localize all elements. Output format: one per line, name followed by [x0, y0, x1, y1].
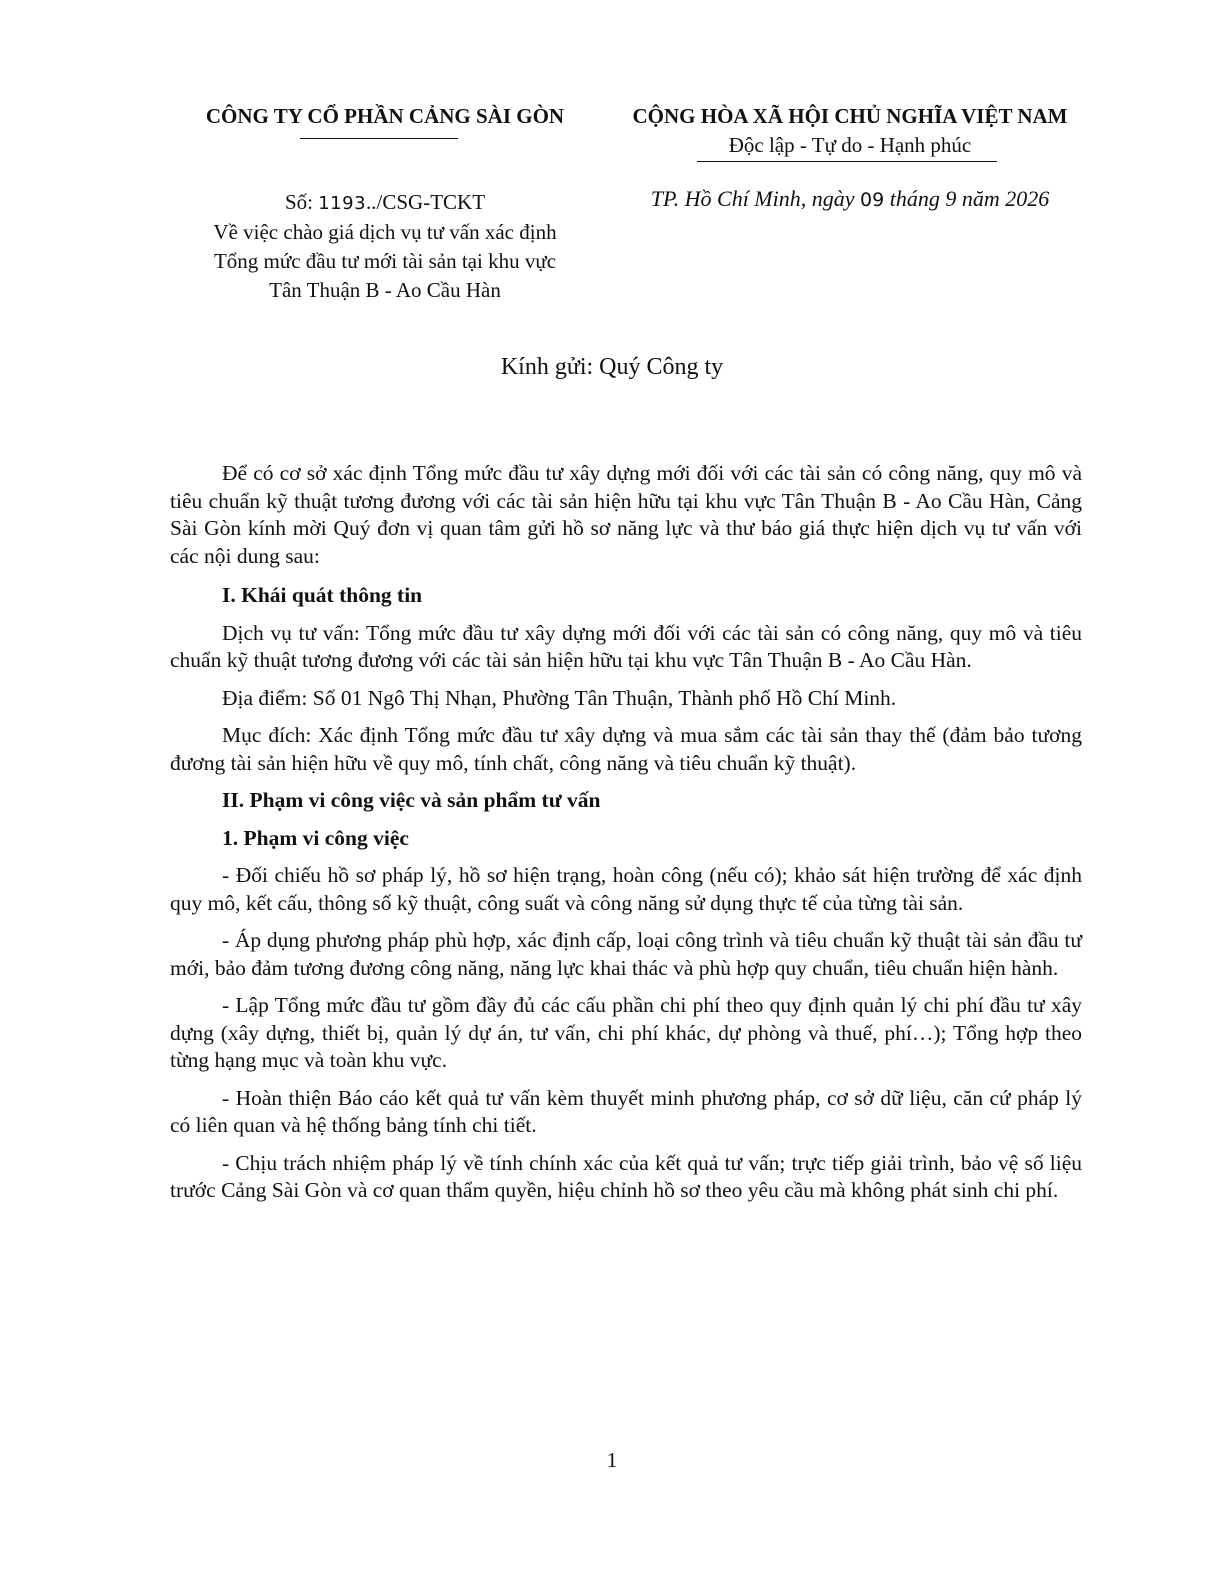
subject-line-2: Tổng mức đầu tư mới tài sản tại khu vực	[213, 249, 557, 273]
header-left	[170, 104, 600, 129]
date-day: 09	[860, 189, 885, 211]
company-name: CÔNG TY CỔ PHẦN CẢNG SÀI GÒN	[205, 104, 565, 128]
service-paragraph: Dịch vụ tư vấn: Tổng mức đầu tư xây dựng mới đối với các tài sản có công năng, quy mô và tiêu chuẩn kỹ thuật tương đương với các tài sản hiện hữu tại khu vực Tân Thuận B - Ao Cầu Hàn.	[170, 620, 1082, 672]
purpose-paragraph: Mục đích: Xác định Tổng mức đầu tư xây dựng và mua sắm các tài sản thay thế (đảm bảo tương đương tài sản hiện hữu về quy mô, tính chất, công năng và tiêu chuẩn kỹ thuật).	[170, 723, 1082, 775]
company-underline	[300, 138, 458, 139]
subject-line-3: Tân Thuận B - Ao Cầu Hàn	[269, 278, 501, 302]
scope-item: - Hoàn thiện Báo cáo kết quả tư vấn kèm thuyết minh phương pháp, cơ sở dữ liệu, căn cứ pháp lý có liên quan và hệ thống bảng tính chi tiết.	[170, 1085, 1082, 1137]
republic-title: CỘNG HÒA XÃ HỘI CHỦ NGHĨA VIỆT NAM	[632, 104, 1068, 128]
header-right	[600, 104, 1100, 158]
document-number	[170, 188, 600, 218]
number-prefix: Số:	[284, 190, 319, 214]
subsection-1-heading: 1. Phạm vi công việc	[222, 825, 409, 850]
body-text	[170, 460, 1082, 1215]
page-number: 1	[606, 1448, 618, 1472]
number-suffix: ../CSG-TCKT	[366, 190, 486, 214]
number-handwritten: 1193	[318, 193, 367, 214]
date-suffix: tháng 9 năm 2026	[884, 186, 1050, 211]
section-1-heading: I. Khái quát thông tin	[222, 583, 423, 607]
location-paragraph: Địa điểm: Số 01 Ngô Thị Nhạn, Phường Tân Thuận, Thành phố Hồ Chí Minh.	[222, 685, 897, 710]
scope-item: - Lập Tổng mức đầu tư gồm đầy đủ các cấu phần chi phí theo quy định quản lý chi phí đầu tư xây dựng (xây dựng, thiết bị, quản lý dự án, tư vấn, chi phí khác, dự phòng và thuế, phí…); Tổng hợp theo từng hạng mục và toàn khu vực.	[170, 993, 1082, 1072]
motto-underline	[697, 161, 997, 162]
subject-line-1: Về việc chào giá dịch vụ tư vấn xác định	[213, 220, 557, 244]
scope-item: - Áp dụng phương pháp phù hợp, xác định cấp, loại công trình và tiêu chuẩn kỹ thuật tài sản đầu tư mới, bảo đảm tương đương công năng, năng lực khai thác và phù hợp quy chuẩn, tiêu chuẩn hiện hành.	[170, 928, 1082, 980]
date-prefix: TP. Hồ Chí Minh, ngày	[650, 186, 861, 211]
section-2-heading: II. Phạm vi công việc và sản phẩm tư vấn	[222, 788, 601, 812]
greeting: Kính gửi: Quý Công ty	[500, 354, 724, 380]
document-reference	[170, 188, 600, 305]
date-line	[600, 186, 1100, 212]
intro-paragraph: Để có cơ sở xác định Tổng mức đầu tư xây dựng mới đối với các tài sản có công năng, quy mô và tiêu chuẩn kỹ thuật tương đương với các tài sản hiện hữu tại khu vực Tân Thuận B - Ao Cầu Hàn, Cảng Sài Gòn kính mời Quý đơn vị quan tâm gửi hồ sơ năng lực và thư báo giá thực hiện dịch vụ tư vấn với các nội dung sau:	[170, 461, 1082, 568]
scope-item: - Đối chiếu hồ sơ pháp lý, hồ sơ hiện trạng, hoàn công (nếu có); khảo sát hiện trường để xác định quy mô, kết cấu, thông số kỹ thuật, công suất và công năng sử dụng thực tế của từng tài sản.	[170, 863, 1082, 915]
scope-item: - Chịu trách nhiệm pháp lý về tính chính xác của kết quả tư vấn; trực tiếp giải trình, bảo vệ số liệu trước Cảng Sài Gòn và cơ quan thẩm quyền, hiệu chỉnh hồ sơ theo yêu cầu mà không phát sinh chi phí.	[170, 1150, 1082, 1202]
national-motto: Độc lập - Tự do - Hạnh phúc	[728, 133, 972, 157]
